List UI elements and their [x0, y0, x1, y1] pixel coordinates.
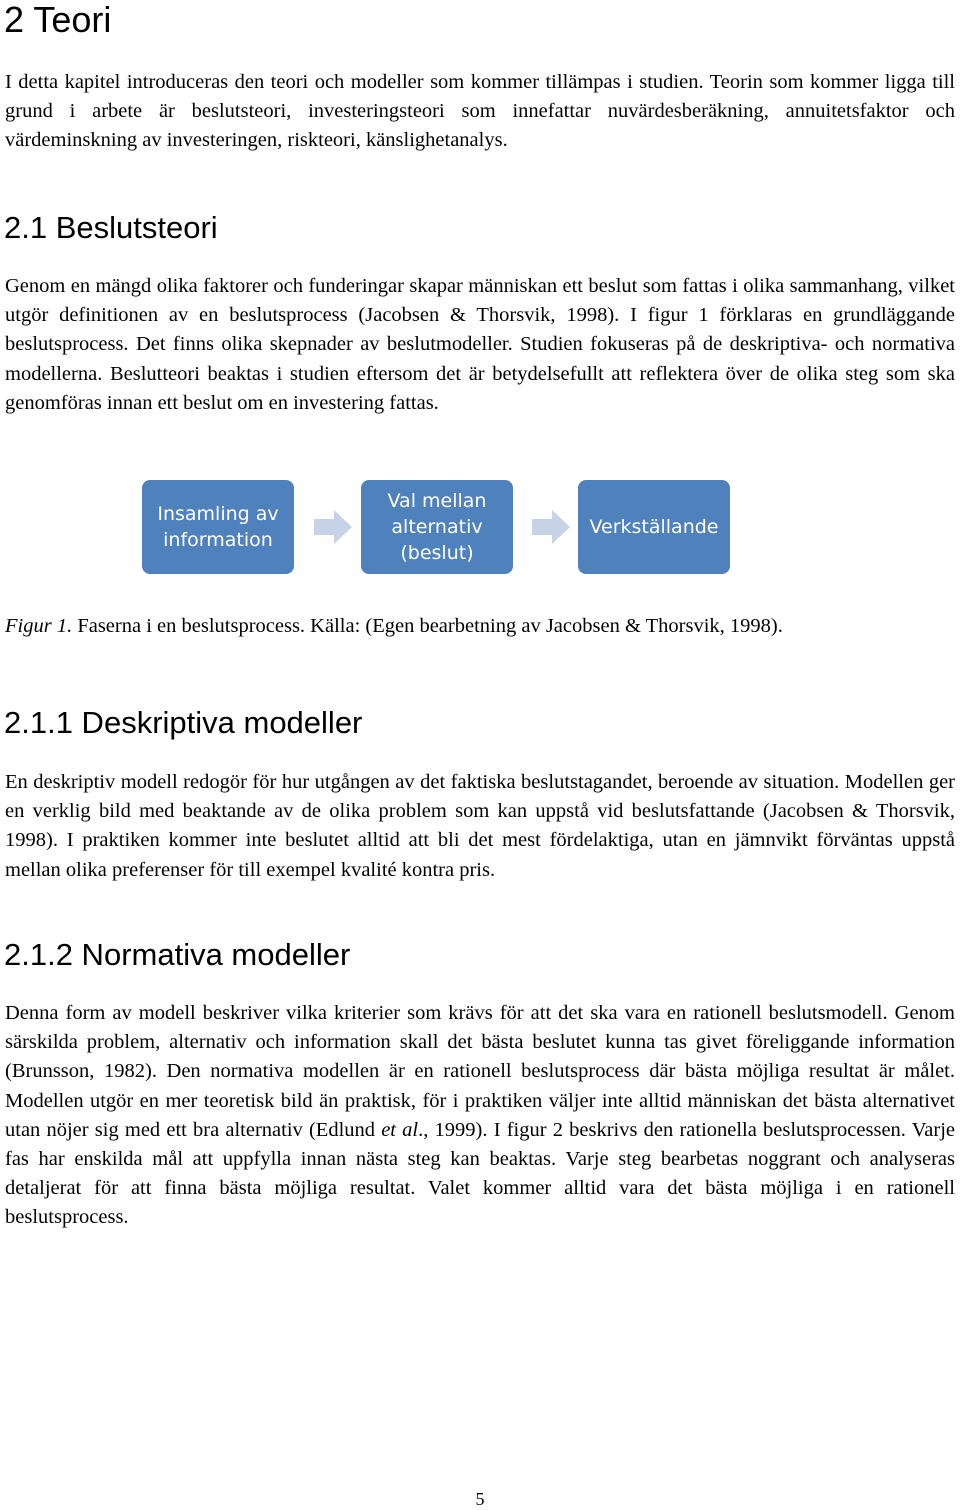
deskriptiva-paragraph: En deskriptiv modell redogör för hur utgången av det faktiska beslutstagandet, beroende av situation. Modellen ger en verklig bild med beaktande av de olika problem som kan uppstå vid beslutsfattande (Jacobsen & Thorsvik, 1998). I praktiken kommer inte beslutet alltid att bli det mest fördelaktiga, utan en jämnvikt förväntas uppstå mellan olika preferenser för till exempel kvalité kontra pris. [5, 771, 955, 881]
right-arrow-icon [314, 510, 352, 544]
figure-caption [5, 612, 955, 641]
normativa-paragraph [5, 999, 955, 1233]
step-box-insamling [142, 480, 294, 574]
step-label: Val mellan alternativ (beslut) [387, 490, 487, 564]
chapter-heading: 2 Teori [4, 0, 112, 40]
step-label: Verkställande [589, 516, 719, 538]
figure-label: Figur 1. [5, 615, 73, 637]
step-box-verkstallande [578, 480, 730, 574]
step-label: Insamling av information [157, 503, 279, 551]
beslutsteori-paragraph: Genom en mängd olika faktorer och funderingar skapar människan ett beslut som fattas i olika sammanhang, vilket utgör definitionen av en beslutsprocess (Jacobsen & Thorsvik, 1998). I figur 1 förklaras en grundläggande beslutsprocess. Det finns olika skepnader av beslutmodeller. Studien fokuseras på de deskriptiva- och normativa modellerna. Beslutteori beaktas i studien eftersom det är betydelsefullt att reflektera över de olika steg som ska genomföras innan ett beslut om en investering fattas. [5, 275, 955, 414]
right-arrow-icon [532, 510, 570, 544]
intro-paragraph: I detta kapitel introduceras den teori och modeller som kommer tillämpas i studien. Teorin som kommer ligga till grund i arbete är beslutsteori, investeringsteori som innefattar nuvärdesberäkning, annuitetsfaktor och värdeminskning av investeringen, riskteori, känslighetanalys. [5, 71, 955, 152]
section-heading-beslutsteori: 2.1 Beslutsteori [4, 210, 218, 245]
step-box-val [361, 480, 513, 574]
figure-caption-text: Faserna i en beslutsprocess. Källa: (Egen bearbetning av Jacobsen & Thorsvik, 1998). [72, 615, 783, 637]
normativa-text-part1: Denna form av modell beskriver vilka kriterier som krävs för att det ska vara en rationell beslutsmodell. Genom särskilda problem, alternativ och information skall det bästa beslutet kunna tas givet föreliggande information (Brunsson, 1982). Den normativa modellen är en rationell beslutsprocess där bästa möjliga resultat är målet. Modellen utgör en mer teoretisk bild än praktisk, för i praktiken väljer inte alltid människan det bästa alternativet utan nöjer sig med ett bra alternativ (Edlund [5, 1002, 955, 1141]
section-heading-deskriptiva: 2.1.1 Deskriptiva modeller [4, 705, 363, 740]
page-number: 5 [475, 1489, 485, 1509]
section-heading-normativa: 2.1.2 Normativa modeller [4, 937, 351, 972]
decision-process-diagram [142, 480, 732, 576]
normativa-text-part2: ., 1999). I figur 2 beskrivs den rationella beslutsprocessen. Varje fas har enskilda mål att uppfylla innan nästa steg kan beaktas. Varje steg bearbetas noggrant och analyseras detaljerat för att finna bästa möjliga resultat. Valet kommer alltid vara det bästa möjliga i en rationell beslutsprocess. [5, 1118, 955, 1229]
normativa-text-italic: et al [381, 1118, 419, 1141]
